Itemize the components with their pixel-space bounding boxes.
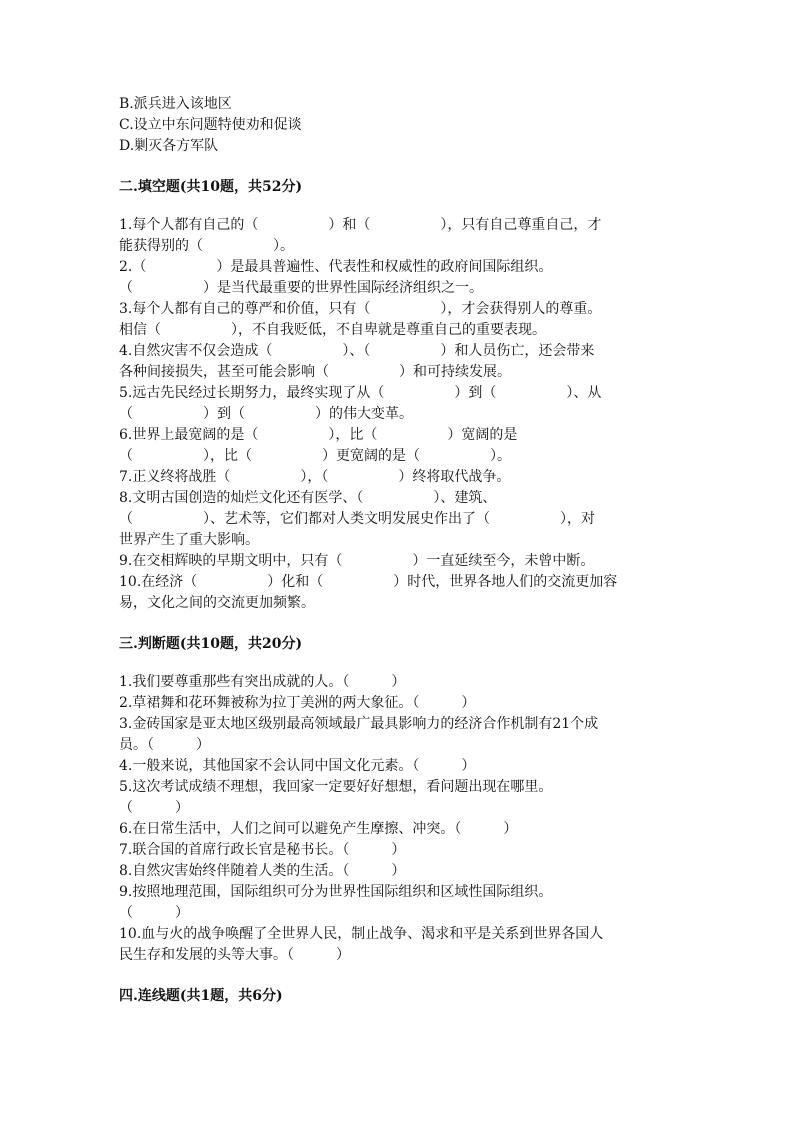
question-line: （ ），比（ ）更宽阔的是（ ）。 bbox=[119, 448, 511, 464]
question-line: 5.这次考试成绩不理想，我回家一定要好好想想，看问题出现在哪里。 bbox=[119, 779, 553, 795]
section-title-fill-blank: 二.填空题(共10题，共52分) bbox=[119, 179, 303, 195]
previous-question-options bbox=[119, 94, 679, 157]
question-line: 1.我们要尊重那些有突出成就的人。（ ） bbox=[119, 674, 406, 690]
question-line: 5.远古先民经过长期努力，最终实现了从（ ）到（ ）、从 bbox=[119, 385, 602, 401]
question-line: 6.在日常生活中，人们之间可以避免产生摩擦、冲突。（ ） bbox=[119, 821, 518, 837]
section-title-matching: 四.连线题(共1题，共6分) bbox=[119, 988, 283, 1004]
question-line: 能获得别的（ ）。 bbox=[119, 238, 294, 254]
question-line: 9.在交相辉映的早期文明中，只有（ ）一直延续至今，未曾中断。 bbox=[119, 553, 595, 569]
question-line: 3.每个人都有自己的尊严和价值，只有（ ），才会获得别人的尊重。 bbox=[119, 301, 602, 317]
question-line: 10.在经济（ ）化和（ ）时代，世界各地人们的交流更加容 bbox=[119, 574, 618, 590]
question-line: 8.自然灾害始终伴随着人类的生活。（ ） bbox=[119, 863, 406, 879]
question-line: 3.金砖国家是亚太地区级别最高领域最广最具影响力的经济合作机制有21个成 bbox=[119, 716, 599, 732]
document-page bbox=[119, 94, 679, 1007]
question-line: （ ） bbox=[119, 800, 189, 816]
question-line: （ ）、艺术等，它们都对人类文明发展史作出了（ ），对 bbox=[119, 511, 595, 527]
option-c: C.设立中东问题特使劝和促谈 bbox=[119, 117, 302, 133]
question-line: 1.每个人都有自己的（ ）和（ ），只有自己尊重自己，才 bbox=[119, 217, 602, 233]
question-line: （ ）是当代最重要的世界性国际经济组织之一。 bbox=[119, 280, 483, 296]
section-title-true-false: 三.判断题(共10题，共20分) bbox=[119, 636, 303, 652]
question-line: 9.按照地理范围，国际组织可分为世界性国际组织和区域性国际组织。 bbox=[119, 884, 553, 900]
fill-blank-questions bbox=[119, 215, 679, 614]
question-line: 民生存和发展的头等大事。（ ） bbox=[119, 947, 350, 963]
question-line: 4.自然灾害不仅会造成（ ）、（ ）和人员伤亡，还会带来 bbox=[119, 343, 595, 359]
question-line: （ ） bbox=[119, 905, 189, 921]
true-false-questions bbox=[119, 672, 679, 966]
question-line: 7.联合国的首席行政长官是秘书长。（ ） bbox=[119, 842, 406, 858]
question-line: （ ）到（ ）的伟大变革。 bbox=[119, 406, 413, 422]
question-line: 员。（ ） bbox=[119, 737, 210, 753]
question-line: 2.（ ）是最具普遍性、代表性和权威性的政府间国际组织。 bbox=[119, 259, 553, 275]
option-b: B.派兵进入该地区 bbox=[119, 96, 232, 112]
question-line: 2.草裙舞和花环舞被称为拉丁美洲的两大象征。（ ） bbox=[119, 695, 476, 711]
question-line: 4.一般来说，其他国家不会认同中国文化元素。（ ） bbox=[119, 758, 476, 774]
question-line: 易，文化之间的交流更加频繁。 bbox=[119, 595, 315, 611]
question-line: 7.正义终将战胜（ ），（ ）终将取代战争。 bbox=[119, 469, 511, 485]
question-line: 6.世界上最宽阔的是（ ），比（ ）宽阔的是 bbox=[119, 427, 518, 443]
question-line: 10.血与火的战争唤醒了全世界人民，制止战争、渴求和平是关系到世界各国人 bbox=[119, 926, 604, 942]
question-line: 世界产生了重大影响。 bbox=[119, 532, 259, 548]
question-line: 相信（ ），不自我贬低，不自卑就是尊重自己的重要表现。 bbox=[119, 322, 546, 338]
option-d: D.剿灭各方军队 bbox=[119, 138, 219, 154]
question-line: 8.文明古国创造的灿烂文化还有医学、（ ）、建筑、 bbox=[119, 490, 497, 506]
question-line: 各种间接损失，甚至可能会影响（ ）和可持续发展。 bbox=[119, 364, 511, 380]
